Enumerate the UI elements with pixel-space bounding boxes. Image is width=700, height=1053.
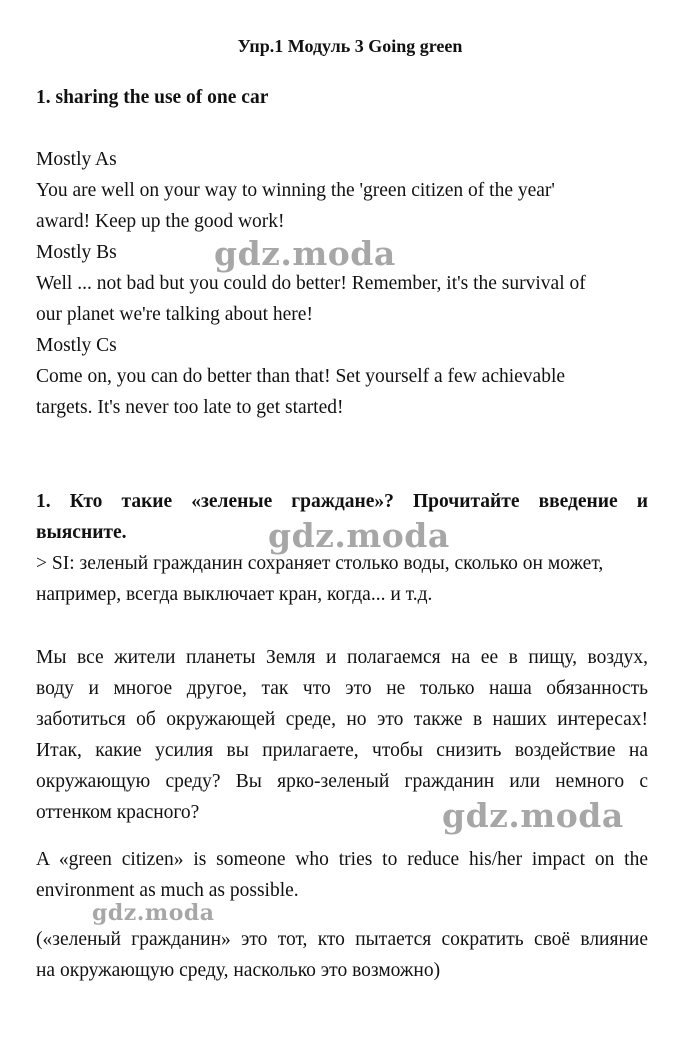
mostly-a-text-line-1: You are well on your way to winning the 'green citizen of the year' <box>36 180 555 201</box>
mostly-c-text-line-2: targets. It's never too late to get started! <box>36 397 344 418</box>
mostly-b-label: Mostly Bs <box>36 242 117 263</box>
paragraph-line-1: Мы все жители планеты Земля и полагаемся на ее в пищу, воздух, <box>36 647 648 668</box>
mostly-b-text-line-2: our planet we're talking about here! <box>36 304 313 325</box>
paragraph-line-6: оттенком красного? <box>36 802 200 823</box>
page-title: Упр.1 Модуль 3 Going green <box>237 36 463 56</box>
question-line-2: выясните. <box>36 522 127 543</box>
watermark: gdz.moda <box>214 234 396 273</box>
paragraph-line-2: воду и многое другое, так что это не только наша обязанность <box>36 678 648 699</box>
mostly-c-label: Mostly Cs <box>36 335 117 356</box>
mostly-b-text-line-1: Well ... not bad but you could do better! Remember, it's the survival of <box>36 273 586 294</box>
definition-line-1: A «green citizen» is someone who tries to reduce his/her impact on the <box>36 849 648 870</box>
answer-line-1: > SI: зеленый гражданин сохраняет столько воды, сколько он может, <box>36 553 604 574</box>
mostly-a-label: Mostly As <box>36 149 117 170</box>
definition-line-2: environment as much as possible. <box>36 880 299 901</box>
paragraph-line-3: заботиться об окружающей среде, но это также в наших интересах! <box>36 709 648 730</box>
section-heading: 1. sharing the use of one car <box>36 87 269 108</box>
translation-line-2: на окружающую среду, насколько это возможно) <box>36 960 441 981</box>
answer-line-2: например, всегда выключает кран, когда... и т.д. <box>36 584 433 605</box>
translation-line-1: («зеленый гражданин» это тот, кто пытается сократить своё влияние <box>36 929 648 950</box>
question-line-1: 1. Кто такие «зеленые граждане»? Прочитайте введение и <box>36 491 648 512</box>
watermark: gdz.moda <box>442 796 624 835</box>
watermark: gdz.moda <box>268 516 450 555</box>
paragraph-line-4: Итак, какие усилия вы прилагаете, чтобы снизить воздействие на <box>36 740 648 761</box>
mostly-a-text-line-2: award! Keep up the good work! <box>36 211 285 232</box>
paragraph-line-5: окружающую среду? Вы ярко-зеленый гражданин или немного с <box>36 771 648 792</box>
watermark: gdz.moda <box>92 900 215 926</box>
mostly-c-text-line-1: Come on, you can do better than that! Set yourself a few achievable <box>36 366 566 387</box>
